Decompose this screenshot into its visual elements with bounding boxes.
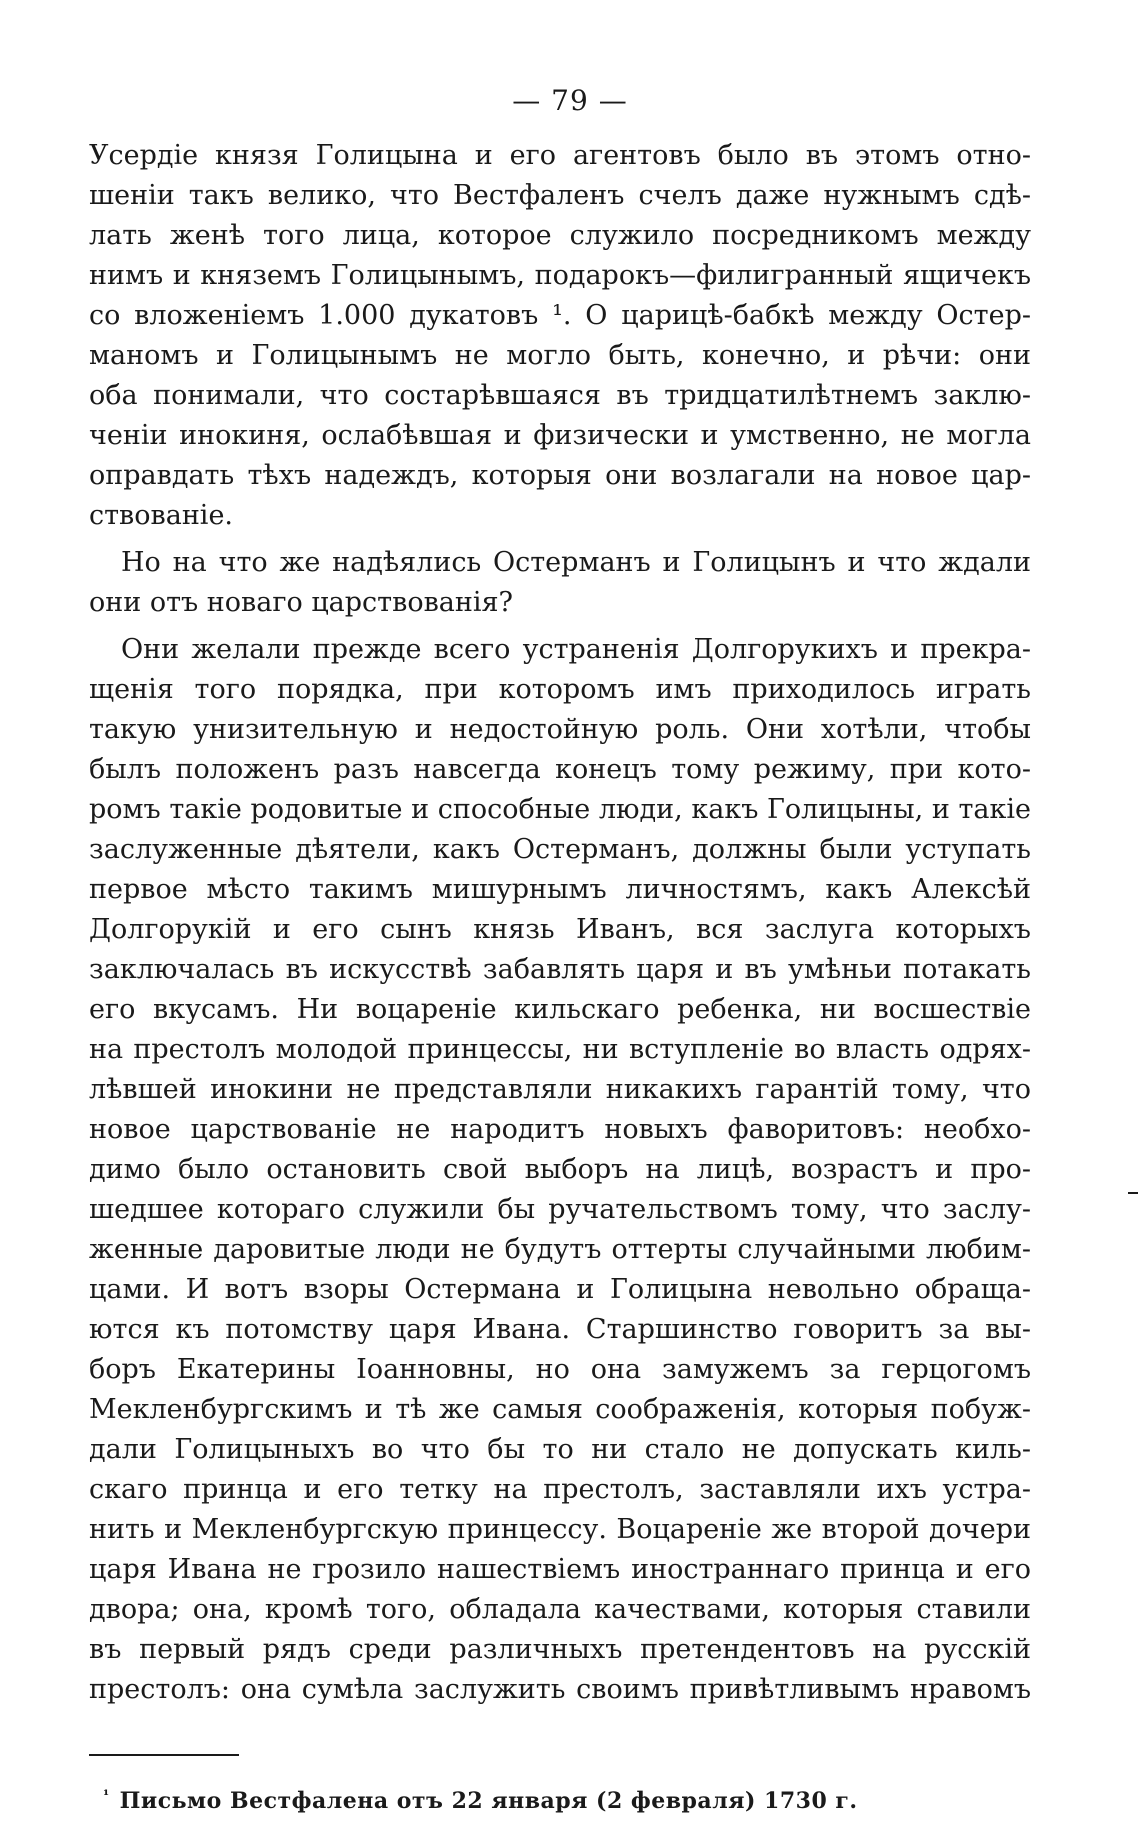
footnote-text: Письмо Вестфалена отъ 22 января (2 февраля) 1730 г.	[119, 1788, 858, 1814]
text-line: его вкусамъ. Ни воцареніе кильскаго ребенка, ни восшествіе	[89, 994, 1031, 1025]
text-line: ются къ потомству царя Ивана. Старшинство говоритъ за вы-	[89, 1314, 1031, 1345]
text-line: Долгорукій и его сынъ князь Иванъ, вся заслуга которыхъ	[89, 914, 1031, 945]
text-line: ромъ такіе родовитые и способные люди, какъ Голицыны, и такіе	[89, 794, 1031, 825]
text-line: престолъ: она сумѣла заслужить своимъ привѣтливымъ нравомъ	[89, 1674, 1031, 1705]
text-line: женные даровитые люди не будутъ оттерты случайными любим-	[89, 1234, 1031, 1265]
text-line: Они желали прежде всего устраненія Долгорукихъ и прекра-	[121, 634, 1031, 665]
text-line: царя Ивана не грозило нашествіемъ иностраннаго принца и его	[89, 1554, 1031, 1585]
text-line: шедшее котораго служили бы ручательствомъ тому, что заслу-	[89, 1194, 1031, 1225]
text-line: заключалась въ искусствѣ забавлять царя и въ умѣньи потакать	[89, 954, 1031, 985]
footnote	[103, 1788, 858, 1814]
text-line: Но на что же надѣялись Остерманъ и Голицынъ и что ждали	[121, 547, 1031, 578]
text-line: дали Голицыныхъ во что бы то ни стало не допускать киль-	[89, 1434, 1031, 1465]
text-line: ствованіе.	[89, 500, 234, 531]
text-line: лать женѣ того лица, которое служило посредникомъ между	[89, 220, 1031, 251]
text-line: скаго принца и его тетку на престолъ, заставляли ихъ устра-	[89, 1474, 1031, 1505]
text-line: маномъ и Голицынымъ не могло быть, конечно, и рѣчи: они	[89, 340, 1031, 371]
text-line: въ первый рядъ среди различныхъ претендентовъ на русскій	[89, 1634, 1031, 1665]
page-number: — 79 —	[512, 84, 628, 117]
text-line: на престолъ молодой принцессы, ни вступленіе во власть одрях-	[89, 1034, 1031, 1065]
paragraph-2	[89, 543, 1031, 623]
text-line: первое мѣсто такимъ мишурнымъ личностямъ, какъ Алексѣй	[89, 874, 1031, 905]
text-line: оба понимали, что состарѣвшаяся въ тридцатилѣтнемъ заклю-	[89, 380, 1031, 411]
paragraph-1	[89, 136, 1031, 536]
text-line: нить и Мекленбургскую принцессу. Воцареніе же второй дочери	[89, 1514, 1031, 1545]
text-line: двора; она, кромѣ того, обладала качествами, которыя ставили	[89, 1594, 1031, 1625]
text-line: былъ положенъ разъ навсегда конецъ тому режиму, при кото-	[89, 754, 1031, 785]
footnote-divider	[89, 1754, 239, 1756]
text-line: новое царствованіе не народитъ новыхъ фаворитовъ: необхо-	[89, 1114, 1031, 1145]
text-line: заслуженные дѣятели, какъ Остерманъ, должны были уступать	[89, 834, 1031, 865]
paragraph-3	[89, 630, 1031, 1710]
text-line: оправдать тѣхъ надеждъ, которыя они возлагали на новое цар-	[89, 460, 1031, 491]
footnote-mark: ¹	[103, 1788, 110, 1804]
text-line: Мекленбургскимъ и тѣ же самыя соображенія, которыя побуж-	[89, 1394, 1031, 1425]
text-line: лѣвшей инокини не представляли никакихъ гарантій тому, что	[89, 1074, 1031, 1105]
text-line: шеніи такъ велико, что Вестфаленъ счелъ даже нужнымъ сдѣ-	[89, 180, 1031, 211]
text-line: они отъ новаго царствованія?	[89, 587, 514, 618]
text-line: щенія того порядка, при которомъ имъ приходилось играть	[89, 674, 1031, 705]
text-line: ченіи инокиня, ослабѣвшая и физически и умственно, не могла	[89, 420, 1031, 451]
text-line: Усердіе князя Голицына и его агентовъ было въ этомъ отно-	[89, 140, 1031, 171]
body-text	[89, 136, 1031, 1710]
text-line: со вложеніемъ 1.000 дукатовъ ¹. О царицѣ-бабкѣ между Остер-	[89, 300, 1031, 331]
text-line: такую унизительную и недостойную роль. Они хотѣли, чтобы	[89, 714, 1031, 745]
text-line: цами. И вотъ взоры Остермана и Голицына невольно обраща-	[89, 1274, 1031, 1305]
text-line: димо было остановить свой выборъ на лицѣ, возрастъ и про-	[89, 1154, 1031, 1185]
text-line: нимъ и княземъ Голицынымъ, подарокъ—филигранный ящичекъ	[89, 260, 1031, 291]
text-line: боръ Екатерины Іоанновны, но она замужемъ за герцогомъ	[89, 1354, 1031, 1385]
margin-mark	[1128, 1192, 1138, 1194]
